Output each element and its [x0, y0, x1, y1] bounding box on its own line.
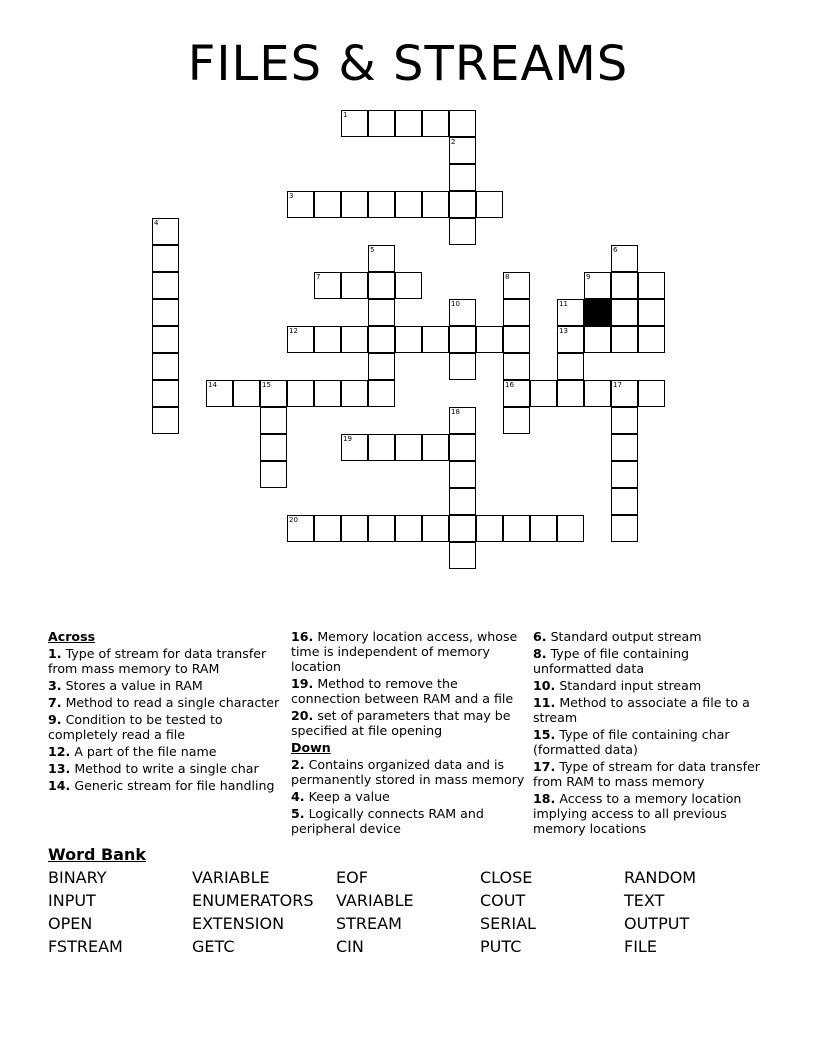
crossword-cell[interactable]: [476, 326, 503, 353]
crossword-cell[interactable]: [233, 380, 260, 407]
clue-number: 4: [154, 219, 159, 227]
word-bank-title: Word Bank: [48, 845, 147, 864]
crossword-cell[interactable]: [314, 272, 341, 299]
crossword-cell[interactable]: [503, 515, 530, 542]
crossword-cell[interactable]: [476, 515, 503, 542]
clue-number: 5: [370, 246, 375, 254]
clue-text: 11. Method to associate a file to a stream: [533, 695, 750, 725]
crossword-cell[interactable]: [557, 326, 584, 353]
clue-text: 7. Method to read a single character: [48, 695, 280, 710]
clue-number-label: 9.: [48, 712, 62, 727]
clue-number-label: 19.: [291, 676, 314, 691]
clue-text: 13. Method to write a single char: [48, 761, 259, 776]
crossword-cell[interactable]: [260, 380, 287, 407]
clue-number-label: 5.: [291, 806, 305, 821]
word-bank-word: RANDOM: [624, 868, 697, 887]
crossword-cell[interactable]: [341, 272, 368, 299]
crossword-cell[interactable]: [449, 137, 476, 164]
crossword-cell[interactable]: [395, 272, 422, 299]
clue-number: 15: [262, 381, 271, 389]
crossword-cell[interactable]: [395, 515, 422, 542]
crossword-cell[interactable]: [287, 191, 314, 218]
clues-column-1: [48, 629, 284, 795]
clue-section-heading: Across: [48, 629, 96, 644]
crossword-cell[interactable]: [152, 407, 179, 434]
crossword-cell[interactable]: [395, 191, 422, 218]
clue-number-label: 15.: [533, 727, 556, 742]
crossword-cell[interactable]: [341, 515, 368, 542]
crossword-cell[interactable]: [449, 461, 476, 488]
clue-number: 1: [343, 111, 348, 119]
crossword-cell[interactable]: [341, 380, 368, 407]
crossword-cell[interactable]: [152, 380, 179, 407]
clue-text: 10. Standard input stream: [533, 678, 702, 693]
crossword-cell[interactable]: [260, 407, 287, 434]
crossword-cell[interactable]: [557, 380, 584, 407]
word-bank-word: BINARY: [48, 868, 107, 887]
clue-number-label: 13.: [48, 761, 71, 776]
clue-number-label: 4.: [291, 789, 305, 804]
clue-number-label: 7.: [48, 695, 62, 710]
crossword-cell[interactable]: [152, 299, 179, 326]
word-bank-column: [480, 866, 536, 958]
clue-number: 6: [613, 246, 618, 254]
crossword-cell[interactable]: [287, 380, 314, 407]
word-bank-word: INPUT: [48, 891, 96, 910]
word-bank-column: [624, 866, 696, 958]
clue-number: 7: [316, 273, 321, 281]
crossword-cell[interactable]: [341, 110, 368, 137]
crossword-cell[interactable]: [341, 434, 368, 461]
word-bank-word: EOF: [336, 868, 368, 887]
clue-text: 18. Access to a memory location implying access to all previous memory locations: [533, 791, 742, 836]
clue-text: 1. Type of stream for data transfer from mass memory to RAM: [48, 646, 267, 676]
crossword-cell[interactable]: [449, 218, 476, 245]
crossword-cell[interactable]: [530, 515, 557, 542]
crossword-cell[interactable]: [557, 299, 584, 326]
clue-number-label: 3.: [48, 678, 62, 693]
clue-number-label: 2.: [291, 757, 305, 772]
clue-number-label: 18.: [533, 791, 556, 806]
clue-text: 14. Generic stream for file handling: [48, 778, 275, 793]
crossword-cell[interactable]: [395, 434, 422, 461]
crossword-cell[interactable]: [314, 191, 341, 218]
crossword-cell[interactable]: [422, 110, 449, 137]
word-bank-word: EXTENSION: [192, 914, 285, 933]
crossword-cell[interactable]: [557, 353, 584, 380]
crossword-cell[interactable]: [638, 272, 665, 299]
crossword-cell[interactable]: [368, 110, 395, 137]
crossword-cell[interactable]: [503, 272, 530, 299]
clue-text: 16. Memory location access, whose time is independent of memory location: [291, 629, 518, 674]
crossword-cell[interactable]: [368, 272, 395, 299]
clue-text: 12. A part of the file name: [48, 744, 217, 759]
black-square: [584, 299, 611, 326]
crossword-cell[interactable]: [611, 380, 638, 407]
crossword-cell[interactable]: [341, 326, 368, 353]
word-bank-column: [48, 866, 123, 958]
clue-number: 17: [613, 381, 622, 389]
crossword-cell[interactable]: [422, 515, 449, 542]
crossword-cell[interactable]: [557, 515, 584, 542]
crossword-cell[interactable]: [584, 272, 611, 299]
crossword-cell[interactable]: [260, 434, 287, 461]
clue-text: 4. Keep a value: [291, 789, 390, 804]
crossword-cell[interactable]: [449, 191, 476, 218]
word-bank-word: PUTC: [480, 937, 522, 956]
page-title: FILES & STREAMS: [187, 36, 629, 92]
clue-number: 3: [289, 192, 294, 200]
clue-section-heading: Down: [291, 740, 331, 755]
word-bank-word: OPEN: [48, 914, 93, 933]
crossword-cell[interactable]: [584, 380, 611, 407]
crossword-cell[interactable]: [368, 326, 395, 353]
crossword-cell[interactable]: [152, 326, 179, 353]
crossword-cell[interactable]: [287, 515, 314, 542]
crossword-cell[interactable]: [152, 353, 179, 380]
crossword-cell[interactable]: [611, 326, 638, 353]
clue-number: 2: [451, 138, 456, 146]
clue-number: 8: [505, 273, 510, 281]
crossword-cell[interactable]: [368, 191, 395, 218]
clue-number: 10: [451, 300, 460, 308]
word-bank-word: VARIABLE: [192, 868, 270, 887]
clue-text: 5. Logically connects RAM and peripheral device: [291, 806, 484, 836]
clue-text: 3. Stores a value in RAM: [48, 678, 203, 693]
crossword-cell[interactable]: [611, 272, 638, 299]
clue-number: 16: [505, 381, 514, 389]
crossword-cell[interactable]: [503, 299, 530, 326]
crossword-cell[interactable]: [368, 299, 395, 326]
word-bank-column: [192, 866, 314, 958]
crossword-cell[interactable]: [638, 299, 665, 326]
word-bank-word: FILE: [624, 937, 657, 956]
crossword-cell[interactable]: [152, 245, 179, 272]
clue-text: 15. Type of file containing char (formatted data): [533, 727, 730, 757]
crossword-cell[interactable]: [314, 380, 341, 407]
clue-text: 17. Type of stream for data transfer from RAM to mass memory: [533, 759, 760, 789]
word-bank-word: CIN: [336, 937, 364, 956]
clue-number: 19: [343, 435, 352, 443]
crossword-cell[interactable]: [611, 515, 638, 542]
crossword-cell[interactable]: [152, 272, 179, 299]
crossword-cell[interactable]: [503, 353, 530, 380]
clue-text: 2. Contains organized data and is permanently stored in mass memory: [291, 757, 525, 787]
crossword-cell[interactable]: [449, 488, 476, 515]
clue-number-label: 6.: [533, 629, 547, 644]
crossword-cell[interactable]: [368, 245, 395, 272]
clue-text: 8. Type of file containing unformatted data: [533, 646, 690, 676]
clue-number-label: 14.: [48, 778, 71, 793]
word-bank-column: [336, 866, 414, 958]
crossword-cell[interactable]: [449, 515, 476, 542]
crossword-cell[interactable]: [449, 299, 476, 326]
crossword-cell[interactable]: [530, 380, 557, 407]
crossword-cell[interactable]: [503, 326, 530, 353]
clue-number: 12: [289, 327, 298, 335]
crossword-cell[interactable]: [341, 191, 368, 218]
clue-number-label: 11.: [533, 695, 556, 710]
crossword-cell[interactable]: [503, 380, 530, 407]
clue-number-label: 12.: [48, 744, 71, 759]
crossword-cell[interactable]: [368, 434, 395, 461]
crossword-cell[interactable]: [449, 110, 476, 137]
word-bank-word: ENUMERATORS: [192, 891, 314, 910]
clue-number: 11: [559, 300, 568, 308]
clue-number: 13: [559, 327, 568, 335]
crossword-cell[interactable]: [449, 353, 476, 380]
clue-text: 19. Method to remove the connection between RAM and a file: [291, 676, 514, 706]
word-bank-word: COUT: [480, 891, 526, 910]
crossword-cell[interactable]: [287, 326, 314, 353]
clue-number-label: 20.: [291, 708, 314, 723]
crossword-cell[interactable]: [638, 380, 665, 407]
word-bank-word: OUTPUT: [624, 914, 690, 933]
crossword-cell[interactable]: [368, 353, 395, 380]
crossword-cell[interactable]: [503, 407, 530, 434]
crossword-cell[interactable]: [611, 461, 638, 488]
clue-text: 9. Condition to be tested to completely read a file: [48, 712, 223, 742]
crossword-cell[interactable]: [422, 191, 449, 218]
word-bank-word: STREAM: [336, 914, 402, 933]
crossword-cell[interactable]: [395, 110, 422, 137]
crossword-cell[interactable]: [449, 434, 476, 461]
word-bank-word: TEXT: [624, 891, 665, 910]
clue-number: 18: [451, 408, 460, 416]
crossword-cell[interactable]: [449, 407, 476, 434]
clues-column-2: [291, 629, 527, 838]
word-bank-word: GETC: [192, 937, 235, 956]
clue-number-label: 10.: [533, 678, 556, 693]
clue-number: 14: [208, 381, 217, 389]
clue-number-label: 16.: [291, 629, 314, 644]
crossword-cell[interactable]: [422, 326, 449, 353]
word-bank-word: CLOSE: [480, 868, 533, 887]
word-bank-word: SERIAL: [480, 914, 536, 933]
clue-number: 9: [586, 273, 591, 281]
crossword-cell[interactable]: [449, 542, 476, 569]
clue-text: 6. Standard output stream: [533, 629, 702, 644]
crossword-cell[interactable]: [314, 515, 341, 542]
crossword-cell[interactable]: [422, 434, 449, 461]
crossword-cell[interactable]: [368, 515, 395, 542]
crossword-cell[interactable]: [449, 164, 476, 191]
clue-number-label: 1.: [48, 646, 62, 661]
crossword-cell[interactable]: [476, 191, 503, 218]
crossword-cell[interactable]: [368, 380, 395, 407]
clue-number-label: 8.: [533, 646, 547, 661]
crossword-cell[interactable]: [611, 407, 638, 434]
clue-number: 20: [289, 516, 298, 524]
word-bank-word: FSTREAM: [48, 937, 123, 956]
crossword-cell[interactable]: [152, 218, 179, 245]
crossword-cell[interactable]: [314, 326, 341, 353]
crossword-cell[interactable]: [611, 434, 638, 461]
crossword-cell[interactable]: [611, 488, 638, 515]
crossword-cell[interactable]: [584, 326, 611, 353]
crossword-cell[interactable]: [206, 380, 233, 407]
clue-number-label: 17.: [533, 759, 556, 774]
crossword-cell[interactable]: [638, 326, 665, 353]
word-bank-word: VARIABLE: [336, 891, 414, 910]
clues-column-3: [533, 629, 769, 838]
crossword-cell[interactable]: [395, 326, 422, 353]
crossword-cell[interactable]: [449, 326, 476, 353]
crossword-cell[interactable]: [611, 245, 638, 272]
clue-text: 20. set of parameters that may be specified at file opening: [291, 708, 511, 738]
crossword-cell[interactable]: [260, 461, 287, 488]
crossword-cell[interactable]: [611, 299, 638, 326]
